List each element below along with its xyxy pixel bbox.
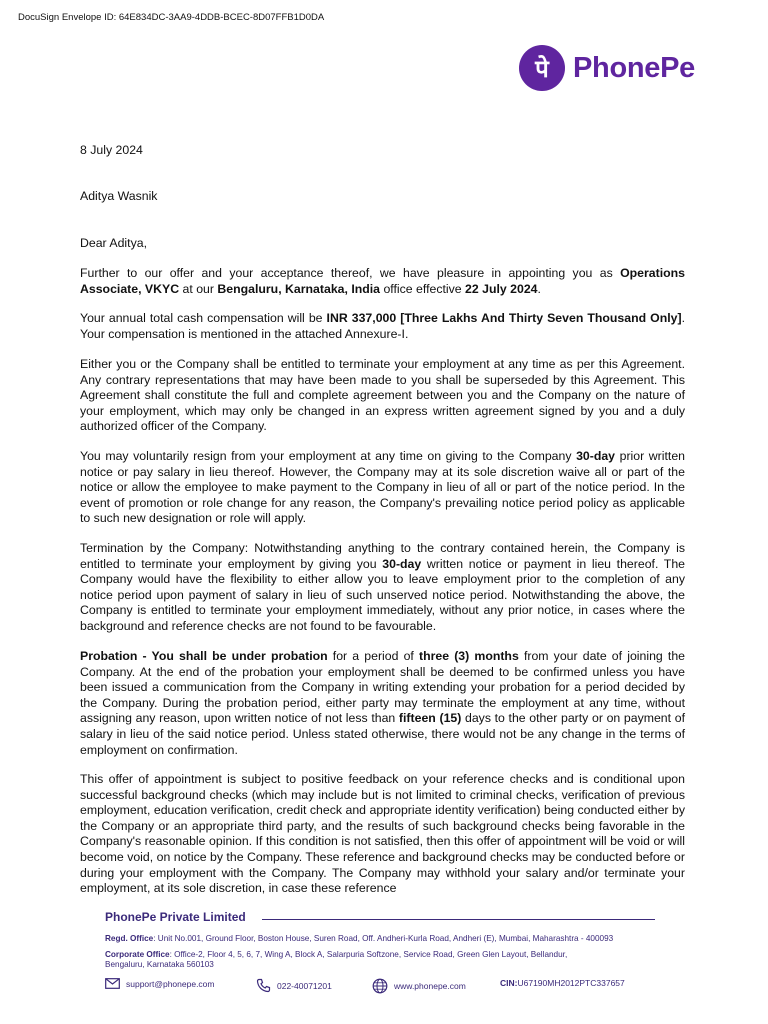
phonepe-logo bbox=[519, 45, 695, 91]
footer-cin bbox=[500, 978, 625, 988]
cin-number: U67190MH2012PTC337657 bbox=[517, 978, 625, 988]
envelope-id: DocuSign Envelope ID: 64E834DC-3AA9-4DDB-BCEC-8D07FFB1D0DA bbox=[18, 12, 325, 23]
letter-date: 8 July 2024 bbox=[80, 143, 143, 157]
paragraph-termination-agreement: Either you or the Company shall be entitled to terminate your employment at any time as per this Agreement. Any contrary representations that may have been made to you shall be superseded by this Agreement. This Agreement shall constitute the full and complete agreement between you and the Company on the nature of your employment, which may only be changed in an express written agreement signed by you and a duly authorized officer of the Company. bbox=[80, 357, 685, 434]
corporate-office: Corporate Office: Office-2, Floor 4, 5, 6, 7, Wing A, Block A, Salarpuria Softzone, Service Road, Green Glen Layout, Bellandur, bbox=[105, 950, 568, 959]
salutation: Dear Aditya, bbox=[80, 236, 147, 250]
termination-notice: 30-day bbox=[382, 556, 422, 571]
resignation-notice: 30-day bbox=[576, 449, 616, 463]
probation-heading: Probation - You shall be under probation bbox=[80, 649, 328, 663]
footer-divider bbox=[262, 919, 655, 920]
cin-label: CIN: bbox=[500, 978, 518, 988]
registered-office: Regd. Office: Unit No.001, Ground Floor, Boston House, Suren Road, Off. Andheri-Kurla Road, Andheri (E), Mumbai, Maharashtra - 400093 bbox=[105, 934, 614, 943]
compensation-amount: INR 337,000 [Three Lakhs And Thirty Seven Thousand Only] bbox=[326, 311, 682, 325]
globe-icon bbox=[372, 978, 388, 994]
paragraph-appointment: Further to our offer and your acceptance thereof, we have pleasure in appointing you as Operations Associate, VKYC at our Bengaluru, Karnataka, India office effective 22 July 2024. bbox=[80, 266, 685, 296]
website-text: www.phonepe.com bbox=[394, 981, 466, 991]
paragraph-resignation: You may voluntarily resign from your employment at any time on giving to the Company 30-day prior written notice or pay salary in lieu thereof. However, the Company may at its sole discretion waive all or part of the notice or allow the employee to make payment to the Company in lieu of all or part of the notice period. In the event of promotion or role change for any reason, the Company's prevailing notice period policy as applicable to such new designation or role will apply. bbox=[80, 449, 686, 526]
start-date: 22 July 2024 bbox=[465, 281, 538, 296]
paragraph-compensation: Your annual total cash compensation will be INR 337,000 [Three Lakhs And Thirty Seven Thousand Only]. Your compensation is mentioned in the attached Annexure-I. bbox=[80, 311, 685, 341]
paragraph-probation: Probation - You shall be under probation for a period of three (3) months from your date of joining the Company. At the end of the probation your employment shall be deemed to be confirmed unless you have been issued a communication from the Company in writing extending your probation for a period decided by the Company. During the probation period, either party may terminate the employment at any time, without assigning any reason, upon written notice of not less than fifteen (15) days to the other party or on payment of salary in lieu of the said notice period. Unless stated otherwise, there would not be any change in the terms of employment on confirmation. bbox=[80, 649, 685, 757]
probation-period: three (3) months bbox=[419, 649, 519, 663]
phonepe-logo-icon: पे bbox=[519, 45, 565, 91]
job-title: Operations Associate, VKYC bbox=[80, 266, 685, 296]
footer-phone[interactable] bbox=[256, 978, 332, 993]
addressee-name: Aditya Wasnik bbox=[80, 189, 158, 203]
phone-text: 022-40071201 bbox=[277, 980, 332, 991]
mail-icon bbox=[105, 978, 120, 989]
probation-notice-days: fifteen (15) bbox=[398, 711, 462, 726]
phone-icon bbox=[256, 978, 271, 993]
footer-company-name: PhonePe Private Limited bbox=[105, 910, 246, 924]
office-location: Bengaluru, Karnataka, India bbox=[217, 281, 381, 296]
logo-text: PhonePe bbox=[573, 51, 695, 84]
email-text: support@phonepe.com bbox=[126, 978, 215, 989]
footer-email[interactable] bbox=[105, 978, 215, 989]
footer-website[interactable] bbox=[372, 978, 466, 994]
paragraph-termination-by-company: Termination by the Company: Notwithstanding anything to the contrary contained herein, the Company is entitled to terminate your employment by giving you 30-day written notice or payment in lieu thereof. The Company would have the flexibility to either allow you to leave employment prior to the completion of any notice period upon payment of salary in lieu of such unserved notice period. Notwithstanding the above, the Company is entitled to terminate your employment immediately, without any prior notice, in cases where the background and reference checks are not found to be favourable. bbox=[80, 541, 685, 633]
corporate-office-line-2: Bengaluru, Karnataka 560103 bbox=[105, 960, 214, 969]
paragraph-background-checks: This offer of appointment is subject to positive feedback on your reference checks and is conditional upon successful background checks (which may include but is not limited to criminal checks, verification of previous employment, education verification, credit check and appropriate identity verification) being conducted either by the Company or an appropriate third party, and the results of such background checks being favorable in the Company's reasonable opinion. If this condition is not satisfied, then this offer of appointment will be void or will become void, on notice by the Company. These reference and background checks may be conducted before or during your employment with the Company. The Company may withhold your salary and/or terminate your employment, at its sole discretion, in case these reference bbox=[80, 772, 685, 896]
